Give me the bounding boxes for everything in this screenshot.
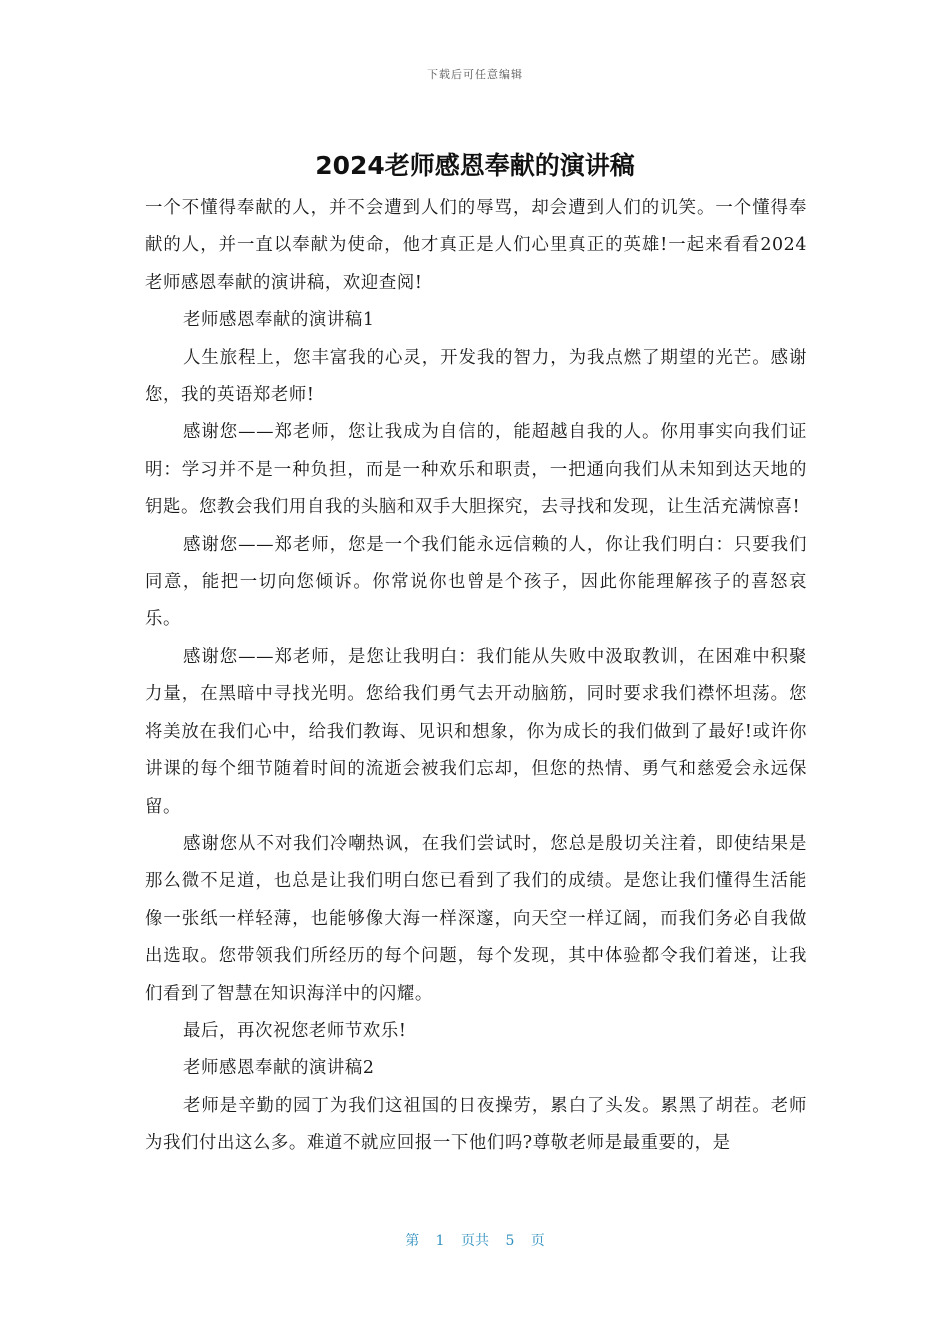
paragraph: 人生旅程上，您丰富我的心灵，开发我的智力，为我点燃了期望的光芒。感谢您，我的英语郑老师! — [145, 347, 807, 406]
paragraph-intro: 一个不懂得奉献的人，并不会遭到人们的辱骂，却会遭到人们的讥笑。一个懂得奉献的人，并一直以奉献为使命，他才真正是人们心里真正的英雄!一起来看看2024老师感恩奉献的演讲稿，欢迎查阅! — [145, 198, 807, 293]
document-title: 2024老师感恩奉献的演讲稿 — [315, 151, 635, 180]
page-number: 第 1 页共 5 页 — [405, 1233, 545, 1249]
paragraph: 感谢您——郑老师，您让我成为自信的，能超越自我的人。你用事实向我们证明：学习并不是一种负担，而是一种欢乐和职责，一把通向我们从未知到达天地的钥匙。您教会我们用自我的头脑和双手大胆探究，去寻找和发现，让生活充满惊喜! — [145, 422, 807, 518]
paragraph-closing: 最后，再次祝您老师节欢乐! — [183, 1020, 407, 1041]
document-body — [145, 190, 807, 1163]
paragraph: 感谢您——郑老师，是您让我明白：我们能从失败中汲取教训，在困难中积聚力量，在黑暗中寻找光明。您给我们勇气去开动脑筋，同时要求我们襟怀坦荡。您将美放在我们心中，给我们教诲、见识和想象，你为成长的我们做到了最好!或许你讲课的每个细节随着时间的流逝会被我们忘却，但您的热情、勇气和慈爱会永远保留。 — [145, 646, 807, 817]
paragraph: 老师是辛勤的园丁为我们这祖国的日夜操劳，累白了头发。累黑了胡茬。老师为我们付出这么多。难道不就应回报一下他们吗?尊敬老师是最重要的，是 — [145, 1095, 807, 1154]
section-heading-2: 老师感恩奉献的演讲稿2 — [183, 1058, 375, 1079]
paragraph: 感谢您——郑老师，您是一个我们能永远信赖的人，你让我们明白：只要我们同意，能把一切向您倾诉。你常说你也曾是个孩子，因此你能理解孩子的喜怒哀乐。 — [145, 534, 807, 630]
section-heading-1: 老师感恩奉献的演讲稿1 — [183, 310, 375, 331]
header-note: 下载后可任意编辑 — [427, 68, 523, 81]
paragraph: 感谢您从不对我们冷嘲热讽，在我们尝试时，您总是殷切关注着，即使结果是那么微不足道，也总是让我们明白您已看到了我们的成绩。是您让我们懂得生活能像一张纸一样轻薄，也能够像大海一样深邃，向天空一样辽阔，而我们务必自我做出选取。您带领我们所经历的每个问题，每个发现，其中体验都令我们着迷，让我们看到了智慧在知识海洋中的闪耀。 — [145, 833, 807, 1004]
